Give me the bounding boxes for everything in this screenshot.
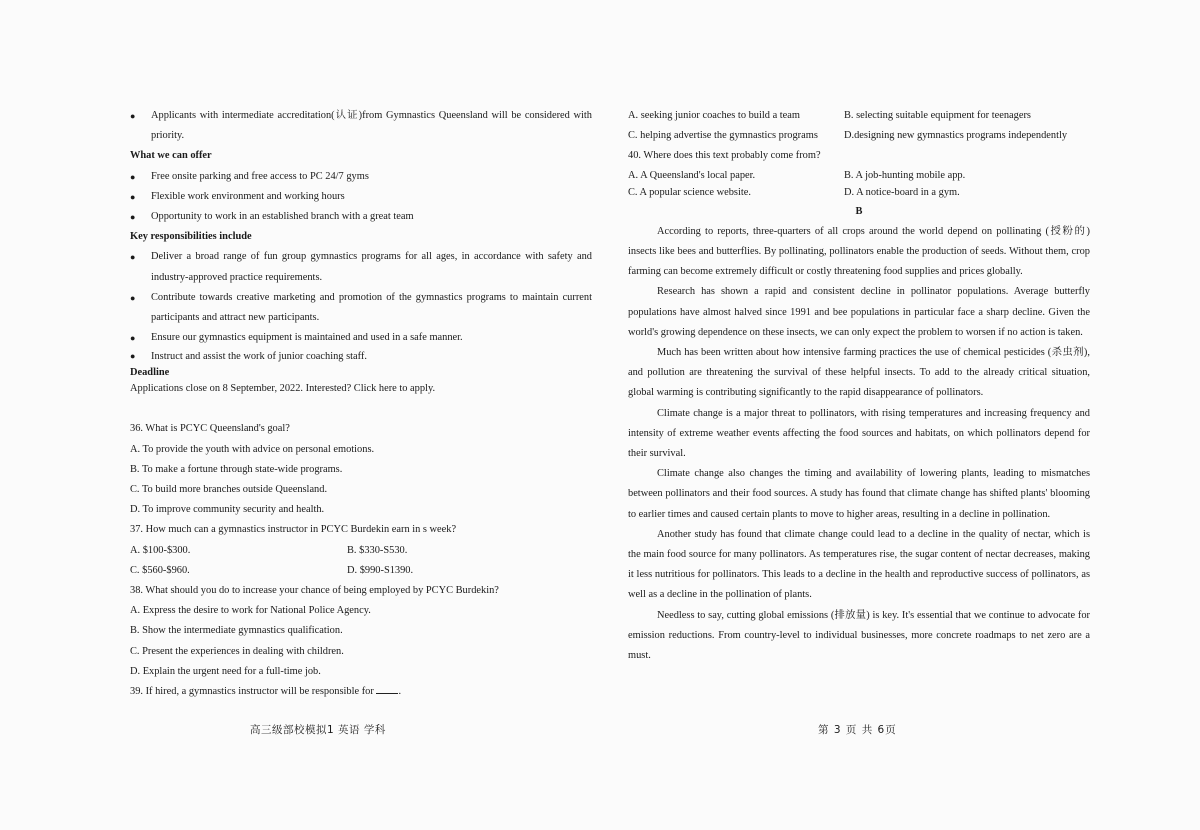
option-row [628, 167, 1090, 185]
option: D. To improve community security and health. [130, 504, 325, 516]
option: A. Express the desire to work for National Police Agency. [130, 605, 371, 617]
option: B. A job-hunting mobile app. [844, 169, 966, 181]
option: B. Show the intermediate gymnastics qualification. [130, 625, 343, 637]
deadline-text: Applications close on 8 September, 2022. Interested? Click here to apply. [130, 383, 436, 395]
footer-left: 高三级部校模拟1 英语 学科 [250, 724, 386, 736]
option: C. helping advertise the gymnastics programs [628, 130, 818, 142]
option: A. A Queensland's local paper. [628, 169, 756, 181]
paragraph: Research has shown a rapid and consistent decline in pollinator populations. Average butterfly populations have almost halved since 1991 and bee populations in particular face a sharp decline. Given the world's growing dependence on these insects, we can only expect the problem to worsen if no action is taken. [628, 286, 1090, 338]
option: C. Present the experiences in dealing with children. [130, 645, 344, 657]
bullet-item: ● Free onsite parking and free access to PC 24/7 gyms [130, 167, 592, 187]
option-row [628, 126, 1090, 146]
question-40: 40. Where does this text probably come from? [628, 150, 821, 162]
deadline-heading: Deadline [130, 367, 170, 379]
question-39: 39. If hired, a gymnastics instructor will be responsible for [130, 686, 374, 698]
option: B. $330-S530. [347, 544, 408, 556]
option-row [130, 541, 592, 561]
option: B. To make a fortune through state-wide programs. [130, 463, 343, 475]
option: D.designing new gymnastics programs independently [844, 130, 1068, 142]
paragraph: Climate change is a major threat to pollinators, with rising temperatures and increasing frequency and intensity of extreme weather events affecting the food sources and habitats, on which pollinators depend for their survival. [628, 407, 1090, 460]
paragraph: Much has been written about how intensive farming practices the use of chemical pesticides (杀虫剂), and pollution are threatening the survival of these helpful insects. To add to the already critical situation, global warming is contributing significantly to the rapid disappearance of pollinators. [628, 347, 1090, 399]
answer-blank [376, 685, 398, 694]
option: B. selecting suitable equipment for teenagers [844, 110, 1031, 121]
option-row [130, 561, 592, 581]
question-37: 37. How much can a gymnastics instructor in PCYC Burdekin earn in s week? [130, 524, 457, 536]
bullet-item: ● Flexible work environment and working hours [130, 187, 592, 207]
paragraph: Climate change also changes the timing and availability of lowering plants, leading to mismatches between pollinators and their food sources. A study has found that climate change has shifted plants' blooming to earlier times and caused certain plants to move to higher areas, resulting in a decline in pollination. [628, 468, 1090, 520]
option: A. To provide the youth with advice on personal emotions. [130, 443, 375, 455]
option: D. $990-S1390. [347, 564, 414, 576]
bullet-item: ● Instruct and assist the work of junior coaching staff. [130, 348, 592, 365]
paragraph: According to reports, three-quarters of all crops around the world depend on pollinating (授粉的) insects like bees and butterflies. By pollinating, pollinators enable the production of seeds. Without them, crop farming can become extremely difficult or costly threatening food supplies and prices globally. [628, 225, 1090, 278]
bullet-item: ● Deliver a broad range of fun group gymnastics programs for all ages, in accordance with safety and industry-approved practice requirements. [130, 247, 592, 287]
bullet-item: ● Applicants with intermediate accreditation(认证)from Gymnastics Queensland will be considered with priority. [130, 106, 592, 146]
bullet-item: ● Contribute towards creative marketing and promotion of the gymnastics programs to maintain current participants and attract new participants. [130, 288, 592, 328]
question-39-row: 39. If hired, a gymnastics instructor will be responsible for . [130, 686, 402, 698]
bullet-item: ● Ensure our gymnastics equipment is maintained and used in a safe manner. [130, 328, 592, 348]
option-row [628, 106, 1090, 126]
paragraph: Another study has found that climate change could lead to a decline in the quality of nectar, which is the main food source for many pollinators. As temperatures rise, the sugar content of nectar decreases, making it less nutritious for pollinators. This leads to a decline in the health and reproductive success of pollinators, as well as a decline in the pollination of plants. [628, 528, 1090, 601]
option-row [628, 184, 1090, 202]
question-38: 38. What should you do to increase your chance of being employed by PCYC Burdekin? [130, 585, 499, 597]
option: A. $100-$300. [130, 544, 191, 556]
paragraph: Needless to say, cutting global emissions (排放量) is key. It's essential that we continue to advocate for emission reductions. From country-level to individual businesses, more concrete roadmaps to net zero are a must. [628, 609, 1090, 662]
option: D. A notice-board in a gym. [844, 187, 960, 199]
option: A. seeking junior coaches to build a team [628, 110, 800, 121]
option: C. To build more branches outside Queensland. [130, 484, 328, 496]
question-36: 36. What is PCYC Queensland's goal? [130, 423, 290, 435]
offer-heading: What we can offer [130, 150, 212, 162]
option: C. A popular science website. [628, 187, 751, 199]
option: C. $560-$960. [130, 564, 190, 576]
option: D. Explain the urgent need for a full-time job. [130, 665, 321, 677]
page-number: 第 3 页 共 6页 [818, 724, 897, 736]
responsibilities-heading: Key responsibilities include [130, 231, 252, 243]
left-column [130, 106, 592, 702]
right-column [628, 106, 1090, 666]
section-title: B [855, 205, 863, 217]
bullet-item: ● Opportunity to work in an established branch with a great team [130, 207, 592, 227]
